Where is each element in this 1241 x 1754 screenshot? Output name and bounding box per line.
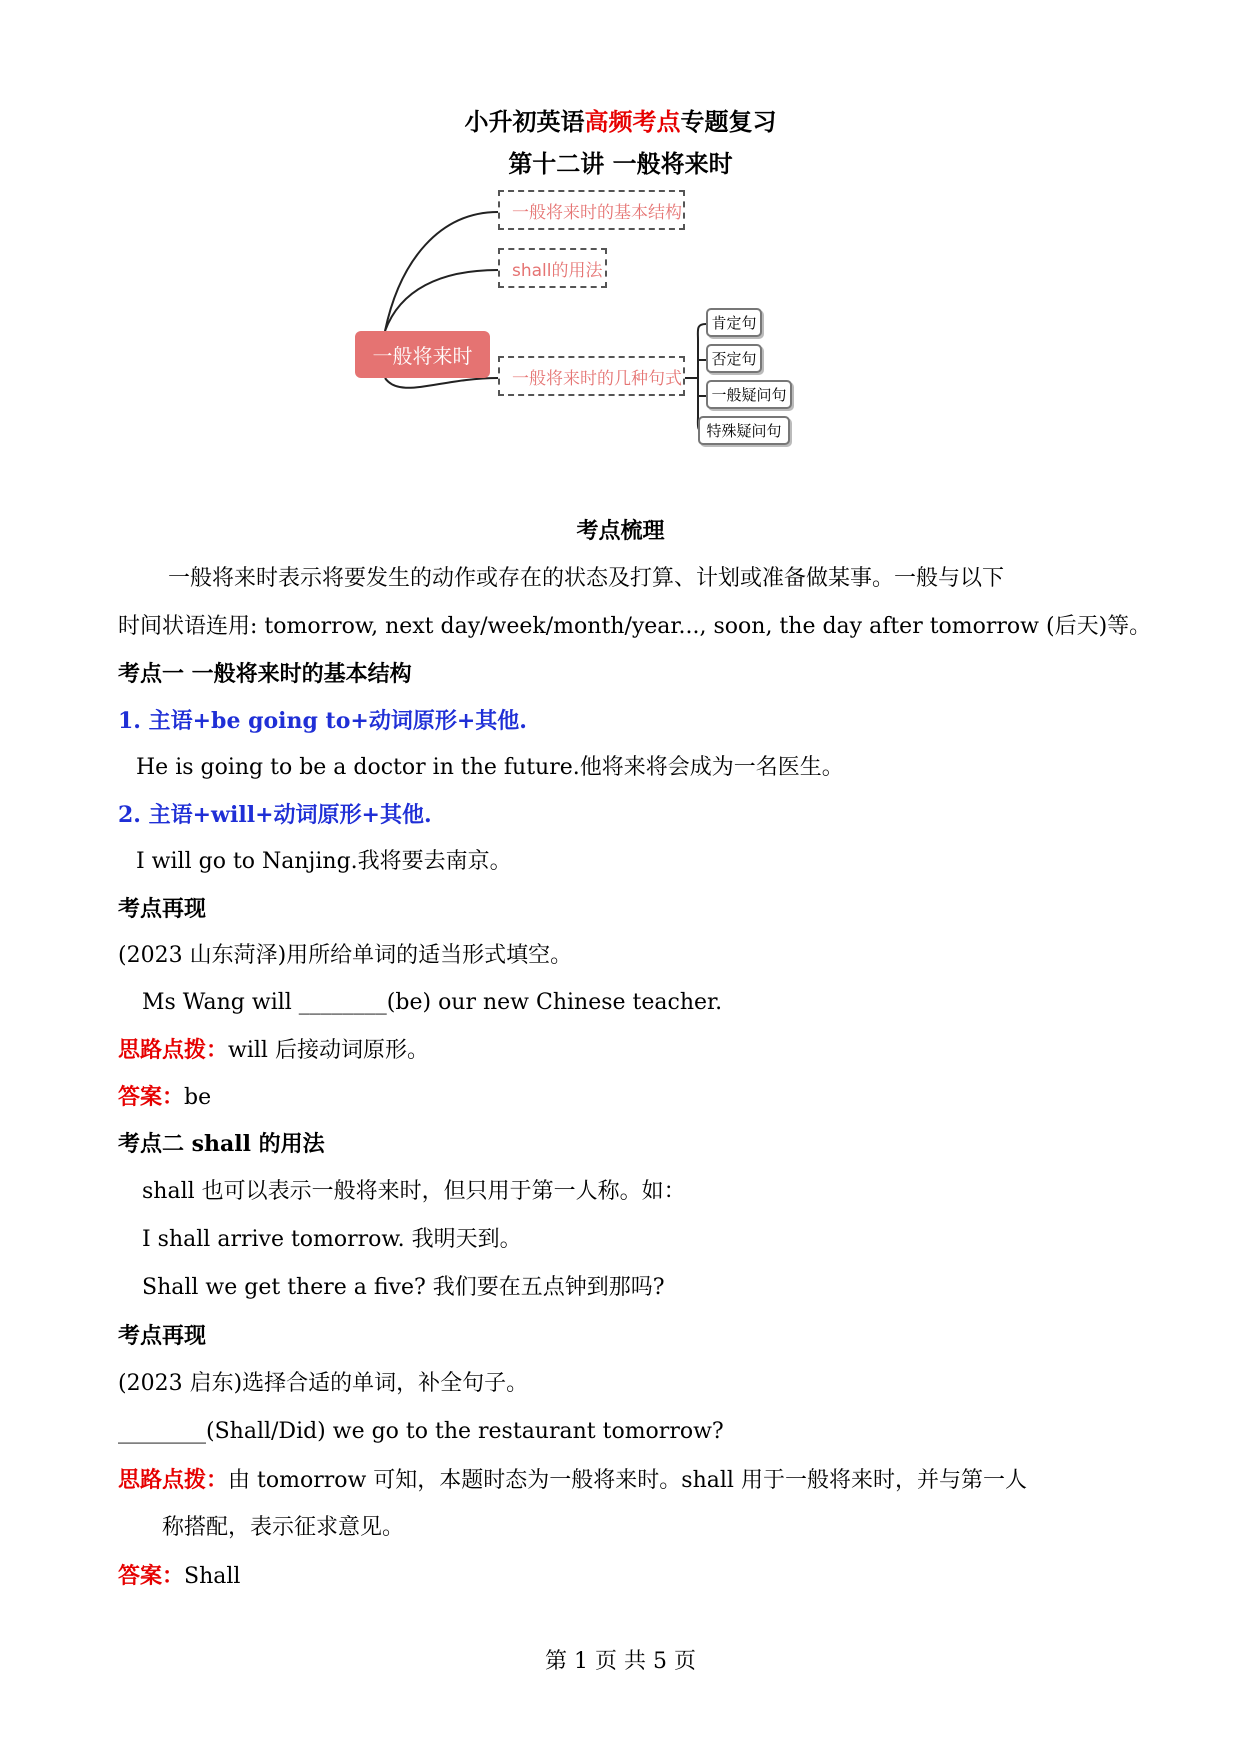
lecture-subtitle: 第十二讲 一般将来时 <box>508 149 733 178</box>
point1-review-heading: 考点再现 <box>118 896 207 922</box>
point2-heading: 考点二 shall 的用法 <box>118 1131 325 1157</box>
hint-text: will 后接动词原形。 <box>228 1038 429 1063</box>
title-part3: 专题复习 <box>680 107 777 136</box>
point2-hint-line2: 称搭配，表示征求意见。 <box>162 1515 405 1540</box>
mindmap-leaf-negative: 否定句 <box>706 344 762 373</box>
mindmap-branch-sentence-types: 一般将来时的几种句式 <box>498 356 685 396</box>
mindmap <box>340 200 900 505</box>
mindmap-leaf-special-question: 特殊疑问句 <box>698 416 790 445</box>
answer-label: 答案： <box>118 1563 185 1589</box>
intro-line-1: 一般将来时表示将要发生的动作或存在的状态及打算、计划或准备做某事。一般与以下 <box>168 566 1005 591</box>
mindmap-leaf-general-question: 一般疑问句 <box>706 380 792 409</box>
title-part1: 小升初英语 <box>464 107 585 136</box>
point2-example1: I shall arrive tomorrow. 我明天到。 <box>142 1227 522 1252</box>
hint-label: 思路点拨： <box>118 1467 229 1493</box>
point1-answer <box>118 1083 211 1112</box>
mindmap-branch-structure: 一般将来时的基本结构 <box>498 190 685 230</box>
intro-line-2: 时间状语连用: tomorrow, next day/week/month/year..., soon, the day after tomorrow (后天)等。 <box>118 614 1152 639</box>
point1-example2: I will go to Nanjing.我将要去南京。 <box>136 849 512 874</box>
point1-hint <box>118 1036 429 1065</box>
point1-question: Ms Wang will ________(be) our new Chinese teacher. <box>142 990 723 1015</box>
answer-label: 答案： <box>118 1084 185 1110</box>
hint-label: 思路点拨： <box>118 1037 229 1063</box>
point1-question-source: (2023 山东菏泽)用所给单词的适当形式填空。 <box>118 943 573 968</box>
answer-text: be <box>184 1085 212 1110</box>
point2-question: ________(Shall/Did) we go to the restaurant tomorrow? <box>118 1419 724 1444</box>
point1-rule2: 2. 主语+will+动词原形+其他. <box>118 802 432 828</box>
mindmap-branch-shall: shall的用法 <box>498 248 607 288</box>
point1-rule1: 1. 主语+be going to+动词原形+其他. <box>118 708 527 734</box>
point2-example2: Shall we get there a five? 我们要在五点钟到那吗? <box>142 1275 665 1300</box>
point2-hint <box>118 1466 1027 1495</box>
point2-question-source: (2023 启东)选择合适的单词，补全句子。 <box>118 1371 529 1396</box>
section-title: 考点梳理 <box>576 518 665 544</box>
answer-text: Shall <box>184 1564 241 1589</box>
page-title <box>0 108 1241 136</box>
page-footer: 第 1 页 共 5 页 <box>545 1649 696 1674</box>
point2-review-heading: 考点再现 <box>118 1323 207 1349</box>
mindmap-leaf-affirmative: 肯定句 <box>706 308 762 337</box>
hint-text-line1: 由 tomorrow 可知，本题时态为一般将来时。shall 用于一般将来时，并与第一人 <box>228 1468 1027 1493</box>
title-part2-highlight: 高频考点 <box>584 107 681 136</box>
point2-desc: shall 也可以表示一般将来时，但只用于第一人称。如： <box>142 1179 686 1204</box>
point1-example1: He is going to be a doctor in the future.他将来将会成为一名医生。 <box>136 755 844 780</box>
mindmap-root: 一般将来时 <box>355 331 490 378</box>
point1-heading: 考点一 一般将来时的基本结构 <box>118 661 412 687</box>
point2-answer <box>118 1562 240 1591</box>
